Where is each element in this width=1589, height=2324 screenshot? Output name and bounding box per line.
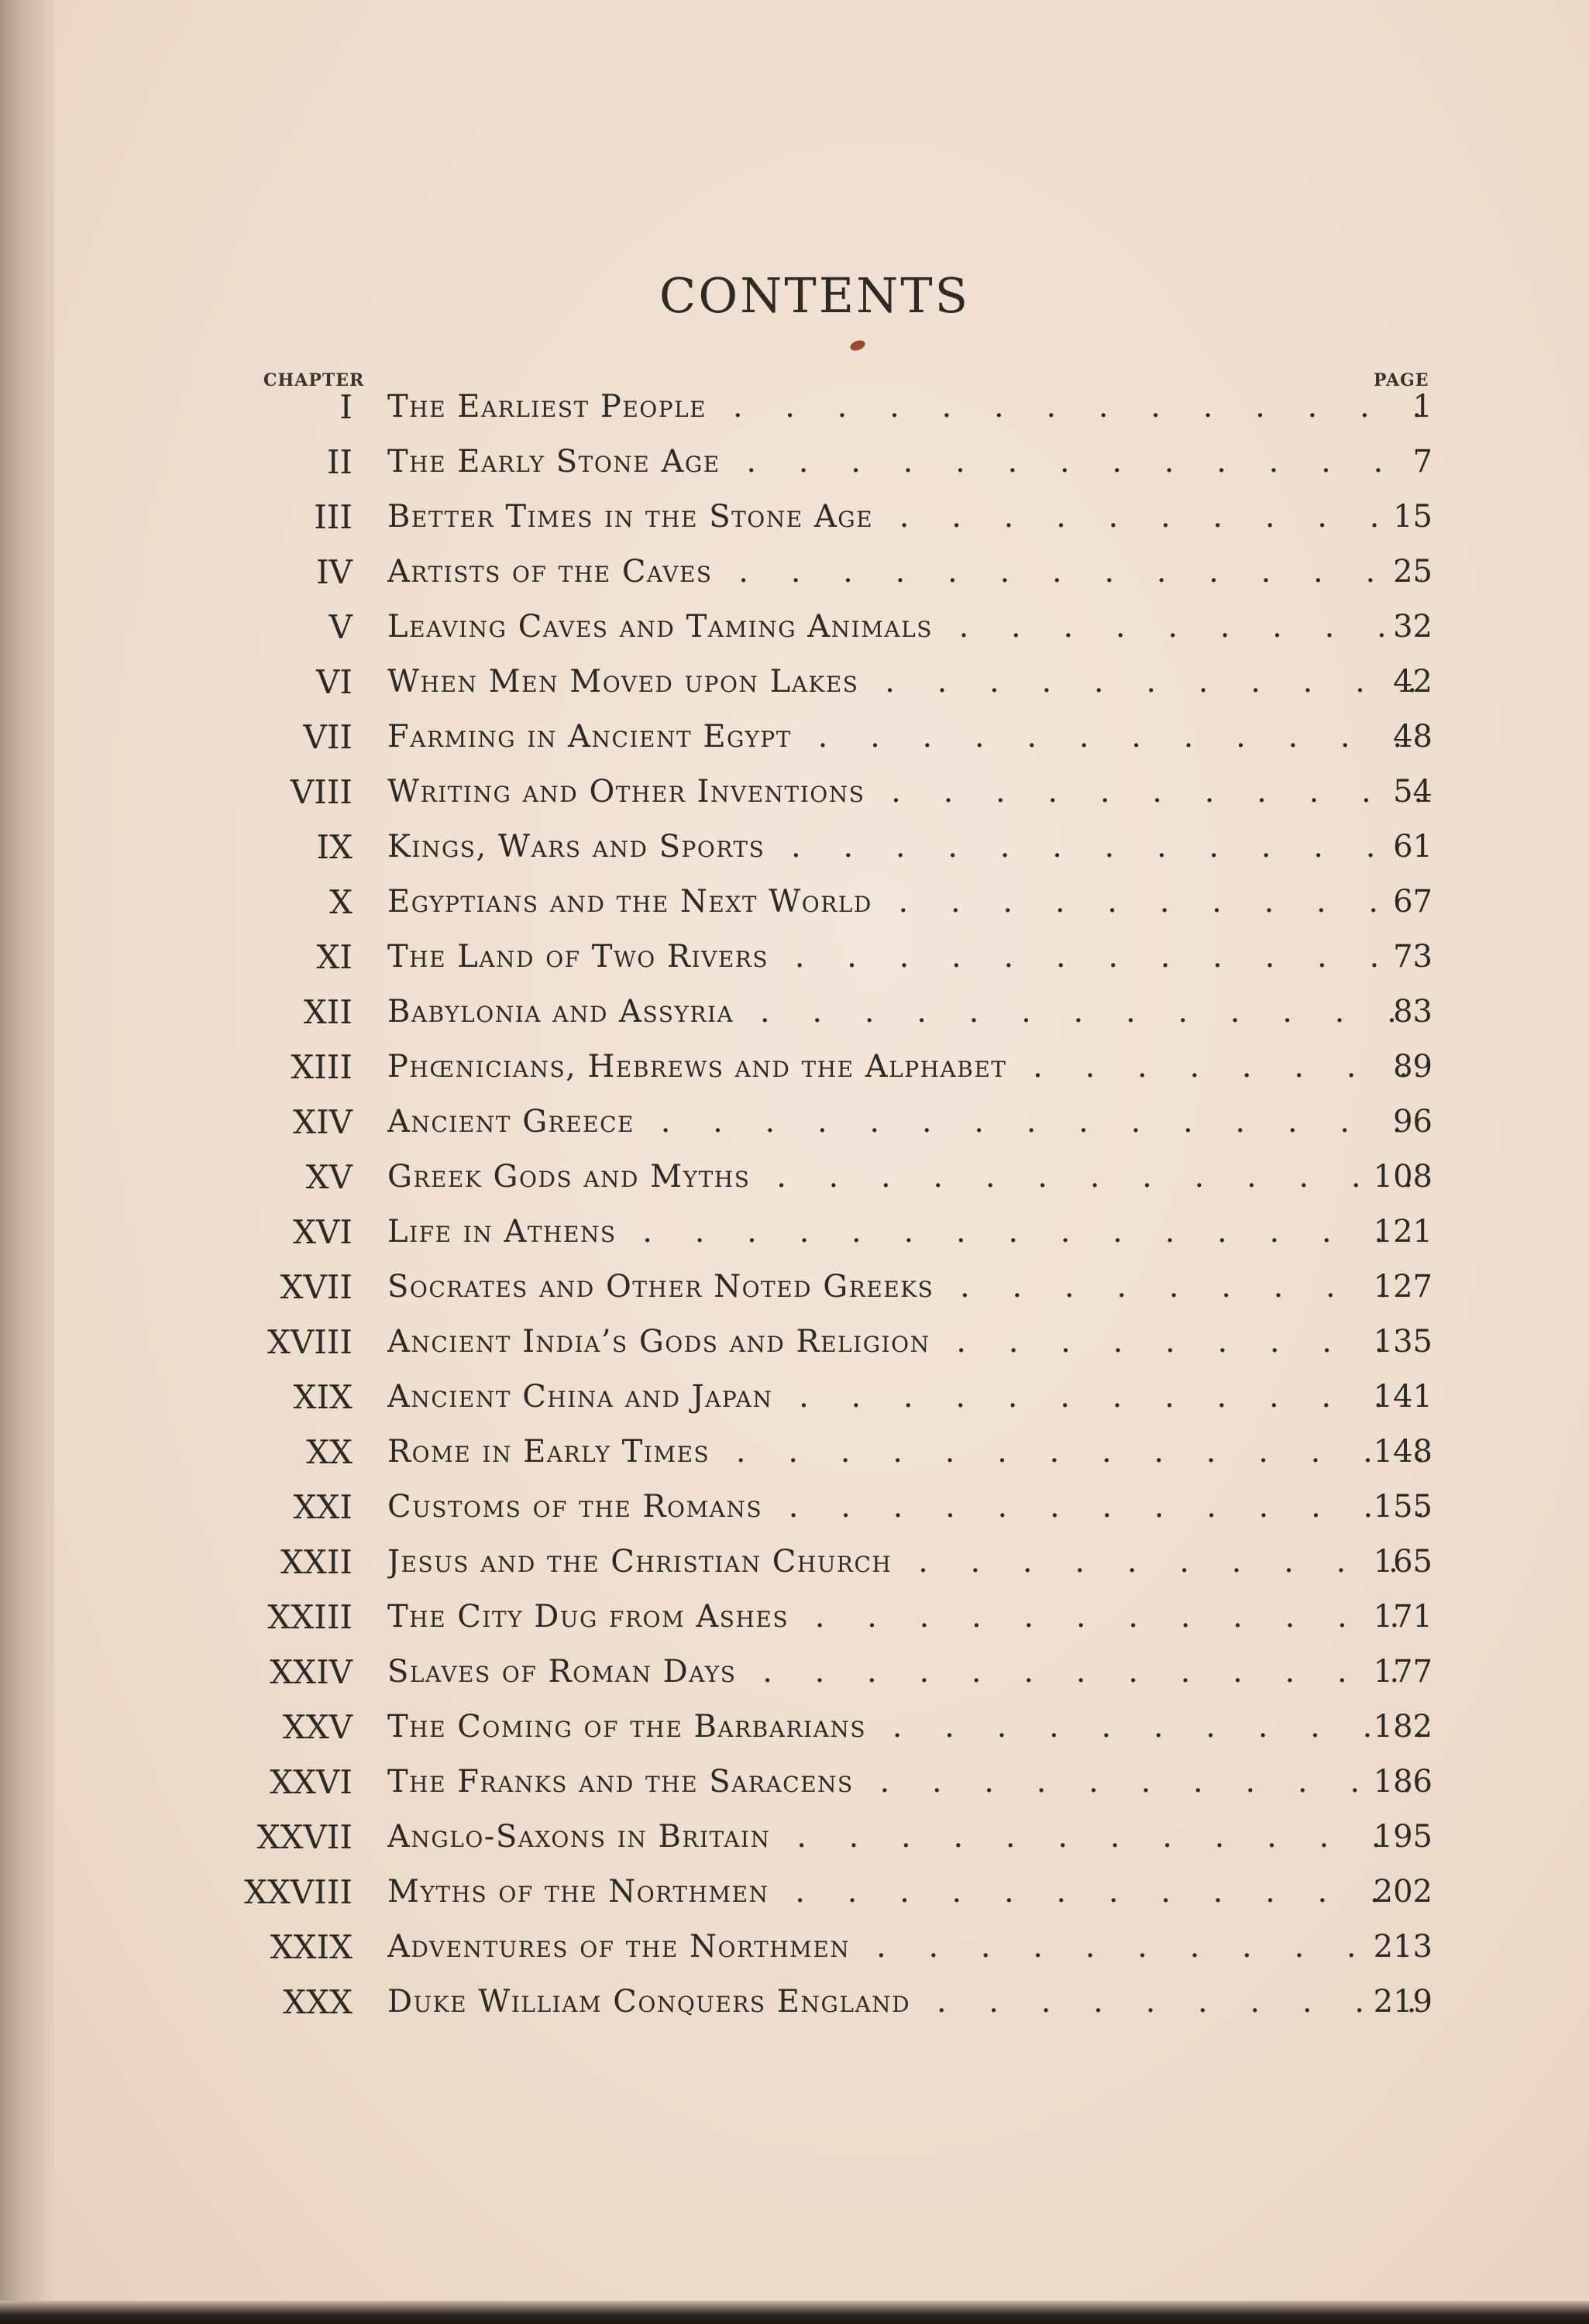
chapter-number: II (326, 443, 353, 481)
toc-row (0, 1150, 1589, 1205)
chapter-number: VIII (290, 773, 353, 811)
chapter-number: VI (316, 663, 353, 701)
toc-row (0, 1920, 1589, 1975)
page-number: 15 (1393, 499, 1433, 535)
chapter-title: Ancient Greece . . . (387, 1095, 1422, 1150)
toc-row (0, 1590, 1589, 1645)
page-number: 83 (1393, 994, 1433, 1030)
toc-row (0, 1535, 1589, 1590)
toc-row (0, 1260, 1589, 1315)
page-number: 48 (1393, 719, 1433, 755)
chapter-number: X (329, 883, 353, 921)
chapter-number: XVI (293, 1213, 353, 1251)
chapter-number: III (314, 498, 353, 536)
toc-row (0, 1645, 1589, 1700)
toc-row (0, 1810, 1589, 1865)
chapter-title: When Men Moved upon Lakes . . . (387, 655, 1422, 710)
page-number: 202 (1373, 1874, 1433, 1910)
chapter-title: Kings, Wars and Sports . . . (387, 820, 1422, 875)
toc-row (0, 875, 1589, 930)
page-number: 89 (1393, 1049, 1433, 1085)
chapter-number: XVII (280, 1268, 353, 1306)
chapter-title: Socrates and Other Noted Greeks . . . (387, 1260, 1422, 1315)
toc-row (0, 1865, 1589, 1920)
chapter-title: Customs of the Romans . . . (387, 1480, 1422, 1535)
chapter-number: XII (303, 993, 353, 1031)
chapter-title: The Land of Two Rivers . . . (387, 930, 1422, 985)
chapter-title: The Earliest People . . . (387, 380, 1422, 435)
chapter-title: Better Times in the Stone Age . . . (387, 490, 1422, 545)
chapter-number: XXV (282, 1708, 353, 1746)
page-number: 148 (1373, 1434, 1433, 1470)
chapter-title: Anglo-Saxons in Britain . . . (387, 1810, 1422, 1865)
chapter-title: Ancient India’s Gods and Religion . . . (387, 1315, 1422, 1370)
toc-row (0, 490, 1589, 545)
toc-row (0, 1315, 1589, 1370)
chapter-number: V (328, 608, 353, 646)
page-number: 121 (1373, 1214, 1433, 1250)
page-number: 177 (1373, 1654, 1433, 1690)
toc-row (0, 380, 1589, 435)
toc-row (0, 1700, 1589, 1755)
page-number: 171 (1373, 1599, 1433, 1635)
chapter-number: XV (305, 1158, 353, 1196)
toc-row (0, 765, 1589, 820)
chapter-number: XIV (293, 1103, 353, 1141)
chapter-column-label: CHAPTER (263, 370, 365, 390)
chapter-number: I (339, 388, 353, 426)
chapter-number: XXIII (267, 1598, 353, 1636)
chapter-number: XXIX (270, 1928, 353, 1966)
page-number: 186 (1373, 1764, 1433, 1800)
page-number: 25 (1393, 554, 1433, 590)
toc-row (0, 435, 1589, 490)
toc-row (0, 655, 1589, 710)
page-number: 219 (1373, 1984, 1433, 2020)
toc-row (0, 1095, 1589, 1150)
contents-heading: CONTENTS (659, 267, 971, 324)
chapter-title: Life in Athens . . . (387, 1205, 1422, 1260)
chapter-number: XIII (291, 1048, 353, 1086)
chapter-number: XXVI (270, 1763, 353, 1801)
toc-row (0, 1205, 1589, 1260)
toc-row (0, 1425, 1589, 1480)
chapter-title: The Early Stone Age . . . (387, 435, 1422, 490)
chapter-number: XIX (293, 1378, 353, 1416)
chapter-number: XXIV (270, 1653, 353, 1691)
toc-row (0, 985, 1589, 1040)
page-number: 96 (1393, 1104, 1433, 1140)
chapter-title: Adventures of the Northmen . . . (387, 1920, 1422, 1975)
page-number: 165 (1373, 1544, 1433, 1580)
toc-row (0, 1975, 1589, 2030)
toc-row (0, 1040, 1589, 1095)
chapter-title: Myths of the Northmen . . . (387, 1865, 1422, 1920)
toc-row (0, 545, 1589, 600)
chapter-number: IV (316, 553, 353, 591)
page-number: 1 (1412, 389, 1433, 425)
toc-row (0, 1480, 1589, 1535)
page-number: 32 (1393, 609, 1433, 645)
chapter-title: Jesus and the Christian Church . . . (387, 1535, 1422, 1590)
page-number: 61 (1393, 829, 1433, 865)
chapter-title: Duke William Conquers England . . . (387, 1975, 1422, 2030)
page-number: 127 (1373, 1269, 1433, 1305)
chapter-title: Writing and Other Inventions . . . (387, 765, 1422, 820)
toc-row (0, 1755, 1589, 1810)
page-number: 42 (1393, 664, 1433, 700)
page-column-label: PAGE (1374, 370, 1429, 390)
page-number: 141 (1373, 1379, 1433, 1415)
page-number: 54 (1393, 774, 1433, 810)
chapter-number: XXII (280, 1543, 353, 1581)
chapter-title: Babylonia and Assyria . . . (387, 985, 1422, 1040)
chapter-title: Greek Gods and Myths . . . (387, 1150, 1422, 1205)
page-number: 7 (1412, 444, 1433, 480)
page-bottom-edge (0, 2301, 1589, 2324)
toc-row (0, 600, 1589, 655)
page-number: 67 (1393, 884, 1433, 920)
chapter-title: The Franks and the Saracens . . . (387, 1755, 1422, 1810)
chapter-number: XXI (293, 1488, 353, 1526)
chapter-title: Leaving Caves and Taming Animals . . . (387, 600, 1422, 655)
chapter-number: XX (306, 1433, 353, 1471)
toc-row (0, 820, 1589, 875)
page-number: 182 (1373, 1709, 1433, 1745)
page-number: 73 (1393, 939, 1433, 975)
chapter-number: XI (316, 938, 353, 976)
toc-row (0, 930, 1589, 985)
chapter-number: XXVIII (244, 1873, 353, 1911)
page-number: 195 (1373, 1819, 1433, 1855)
page-number: 213 (1373, 1929, 1433, 1965)
table-of-contents (0, 380, 1589, 2030)
chapter-title: Artists of the Caves . . . (387, 545, 1422, 600)
chapter-number: XXX (283, 1983, 353, 2021)
chapter-title: The Coming of the Barbarians . . . (387, 1700, 1422, 1755)
chapter-title: Rome in Early Times . . . (387, 1425, 1422, 1480)
chapter-title: Phœnicians, Hebrews and the Alphabet . . . (387, 1040, 1422, 1095)
page-number: 108 (1373, 1159, 1433, 1195)
chapter-title: Egyptians and the Next World . . . (387, 875, 1422, 930)
chapter-number: IX (316, 828, 353, 866)
chapter-number: VII (303, 718, 353, 756)
chapter-title: Farming in Ancient Egypt . . . (387, 710, 1422, 765)
page-number: 135 (1373, 1324, 1433, 1360)
chapter-number: XVIII (267, 1323, 353, 1361)
chapter-title: The City Dug from Ashes . . . (387, 1590, 1422, 1645)
chapter-title: Slaves of Roman Days . . . (387, 1645, 1422, 1700)
toc-row (0, 710, 1589, 765)
page-number: 155 (1373, 1489, 1433, 1525)
toc-row (0, 1370, 1589, 1425)
chapter-title: Ancient China and Japan . . . (387, 1370, 1422, 1425)
chapter-number: XXVII (256, 1818, 353, 1856)
